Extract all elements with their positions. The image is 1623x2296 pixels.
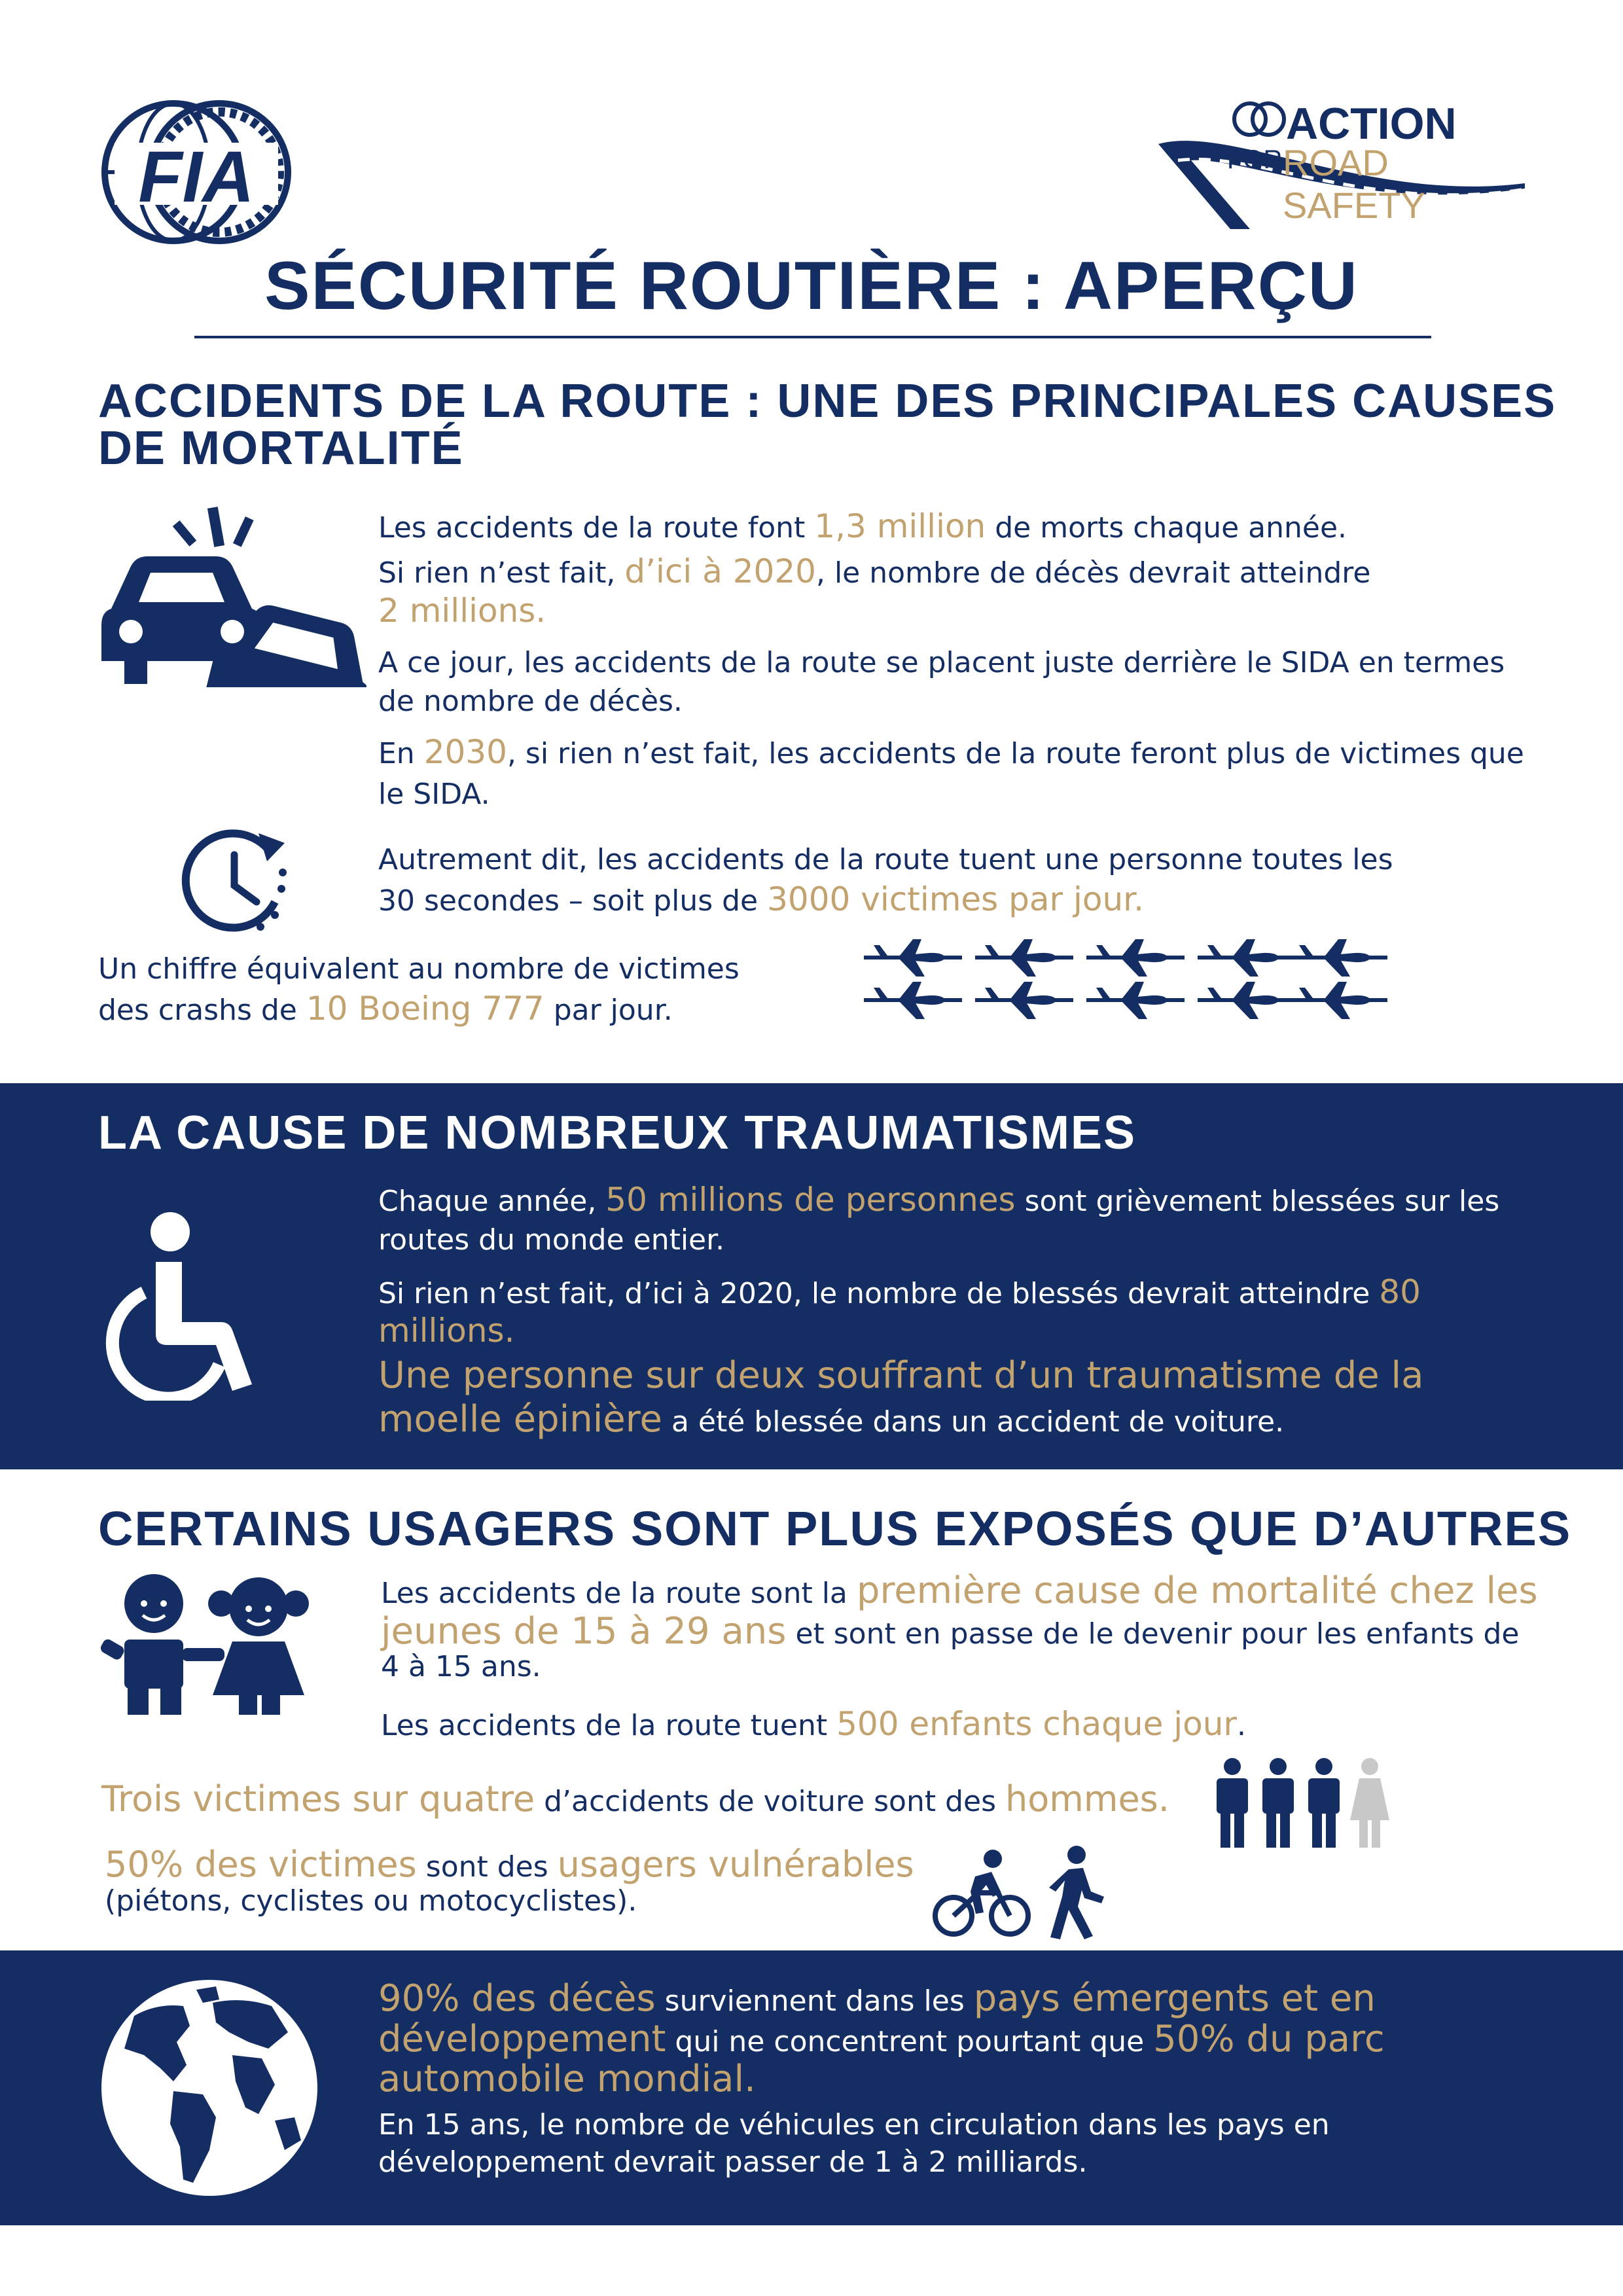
section1-heading-line1: ACCIDENTS DE LA ROUTE : UNE DES PRINCIPALES CAUSES: [98, 375, 1557, 427]
action-for: FOR: [1227, 145, 1283, 174]
section3-p2: Les accidents de la route tuent 500 enfants chaque jour.: [381, 1705, 1246, 1743]
section1-heading: [98, 375, 1557, 475]
section2-heading: LA CAUSE DE NOMBREUX TRAUMATISMES: [98, 1107, 1137, 1159]
section2-p3: Une personne sur deux souffrant d’un traumatisme de la moelle épinière a été blessée dans un accident de voiture.: [378, 1354, 1424, 1441]
car-crash-icon: [98, 504, 366, 687]
airplanes-row: [864, 936, 1387, 1028]
globe-icon: [98, 1977, 321, 2199]
section3-p1: Les accidents de la route sont la première cause de mortalité chez les jeunes de 15 à 29 ans et sont en passe de le devenir pour les enfants de 4 à 15 ans.: [381, 1570, 1538, 1684]
children-icon: [98, 1571, 321, 1715]
wheelchair-icon: [98, 1211, 255, 1401]
woman-icon: [1350, 1758, 1389, 1848]
section4-p2: En 15 ans, le nombre de véhicules en circulation dans les pays en développement devrait passer de 1 à 2 milliards.: [378, 2108, 1330, 2179]
title-divider: [194, 336, 1431, 338]
section3-p3: Trois victimes sur quatre d’accidents de voiture sont des hommes.: [101, 1778, 1169, 1820]
gender-icons: [1214, 1757, 1410, 1849]
section1-p1: Les accidents de la route font 1,3 million de morts chaque année.: [378, 507, 1347, 545]
clock-icon: [177, 823, 301, 935]
section1-p3: A ce jour, les accidents de la route se placent juste derrière le SIDA en termes de nombre de décès.: [378, 646, 1505, 719]
airplane-icon: [864, 939, 1387, 1019]
action-road-safety: ROAD SAFETY: [1283, 142, 1425, 226]
section1-p5: Autrement dit, les accidents de la route tuent une personne toutes les 30 secondes – soit plus de 3000 victimes par jour.: [378, 843, 1393, 919]
section1-p6: Un chiffre équivalent au nombre de victimes des crashs de 10 Boeing 777 par jour.: [98, 952, 740, 1028]
fia-logo-text: FIA: [138, 137, 255, 217]
section3-heading: CERTAINS USAGERS SONT PLUS EXPOSÉS QUE D’AUTRES: [98, 1501, 1572, 1556]
action-road-safety-logo: [1152, 98, 1531, 229]
pedestrian-icon: [1044, 1844, 1106, 1939]
cyclist-icon: [933, 1847, 1031, 1939]
section2-p1: Chaque année, 50 millions de personnes sont grièvement blessées sur les routes du monde entier.: [378, 1181, 1500, 1257]
section1-p2: Si rien n’est fait, d’ici à 2020, le nombre de décès devrait atteindre 2 millions.: [378, 552, 1371, 630]
section1-heading-line2: DE MORTALITÉ: [98, 422, 464, 475]
page-title: SÉCURITÉ ROUTIÈRE : APERÇU: [264, 248, 1359, 324]
section4-p1: 90% des décès surviennent dans les pays émergents et en développement qui ne concentrent pourtant que 50% du parc automobile mondial.: [378, 1977, 1385, 2101]
action-title: ACTION: [1286, 99, 1457, 149]
section1-p4: En 2030, si rien n’est fait, les accidents de la route feront plus de victimes que le SIDA.: [378, 733, 1524, 811]
section2-p2: Si rien n’est fait, d’ici à 2020, le nombre de blessés devrait atteindre 80 millions.: [378, 1273, 1421, 1350]
fia-logo: [95, 97, 298, 247]
section3-p4: 50% des victimes sont des usagers vulnérables (piétons, cyclistes ou motocyclistes).: [105, 1844, 914, 1918]
men-icon: [1217, 1758, 1340, 1848]
